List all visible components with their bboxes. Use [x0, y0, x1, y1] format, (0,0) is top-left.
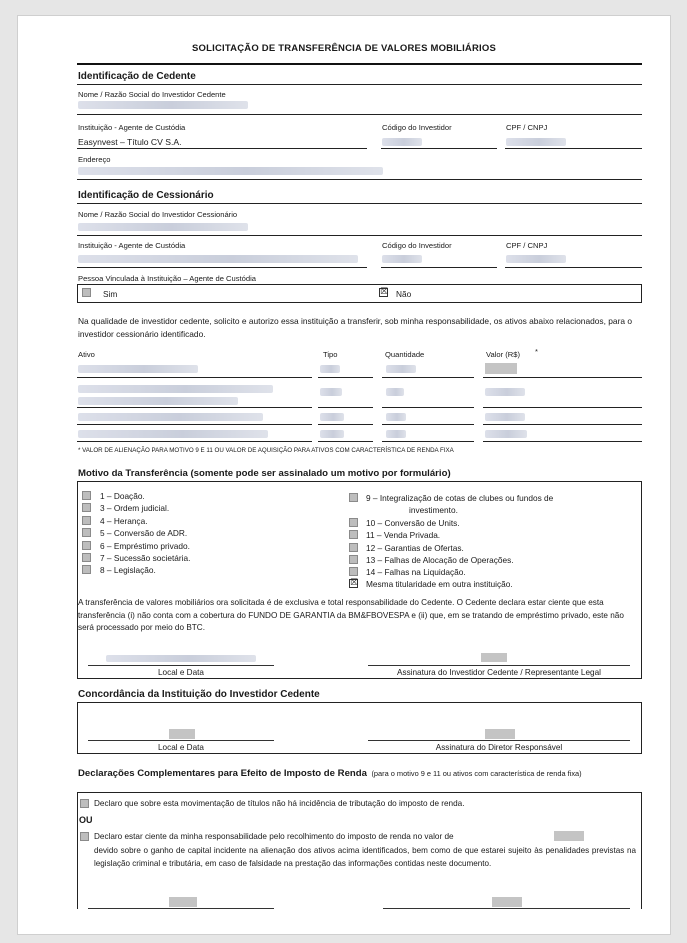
tax-amount-redacted	[554, 831, 584, 841]
document-title: SOLICITAÇÃO DE TRANSFERÊNCIA DE VALORES MOBILIÁRIOS	[191, 43, 496, 54]
motivo-checkbox[interactable]	[82, 541, 91, 550]
linked-person-label: Pessoa Vinculada à Instituição – Agente de Custódia	[78, 274, 257, 283]
divider	[483, 377, 642, 378]
type-row-redacted	[320, 388, 342, 396]
linked-box-bottom	[77, 302, 642, 303]
motivo-checkbox[interactable]	[349, 530, 358, 539]
cedente-custody-value: Easynvest – Título CV S.A.	[78, 137, 182, 147]
motivo-checked-label: Mesma titularidade em outra instituição.	[366, 579, 513, 590]
document-page	[17, 15, 671, 935]
concordancia-date-line	[88, 740, 274, 741]
cedente-name-label: Nome / Razão Social do Investidor Cedente	[78, 90, 226, 99]
declaracoes-box-top	[77, 792, 642, 793]
qty-row-redacted	[386, 388, 404, 396]
cessionario-custody-redacted	[78, 255, 358, 263]
linked-box-left	[77, 284, 78, 303]
motivo-checkbox[interactable]	[349, 518, 358, 527]
motivo-checkbox[interactable]	[82, 565, 91, 574]
divider	[77, 424, 312, 425]
divider	[77, 63, 642, 65]
divider	[77, 377, 312, 378]
cedente-address-label: Endereço	[78, 155, 111, 164]
cedente-heading: Identificação de Cedente	[78, 71, 196, 82]
linked-no-checkbox[interactable]: ☒	[380, 287, 389, 297]
divider	[483, 441, 642, 442]
type-row-redacted	[320, 413, 344, 421]
divider	[318, 377, 373, 378]
or-label: OU	[79, 815, 93, 825]
motivo-box-top	[77, 481, 642, 482]
divider	[483, 424, 642, 425]
linked-no-label: Não	[396, 289, 412, 299]
divider	[382, 377, 474, 378]
divider	[382, 424, 474, 425]
divider	[77, 84, 642, 85]
declaracao-2-text: devido sobre o ganho de capital incidente na alienação dos ativos acima identificados, bem como de que estarei sujeito às penalidades previstas na legislação criminal e tributária, em caso de falsidade na prestação das informações contidas neste documento.	[94, 846, 636, 868]
cedente-address-redacted	[78, 167, 383, 175]
declaracoes-box-left	[77, 792, 78, 909]
concordancia-heading: Concordância da Instituição do Investidor Cedente	[78, 689, 320, 700]
motivo-checkbox[interactable]	[82, 553, 91, 562]
value-row-redacted	[485, 363, 517, 374]
type-row-redacted	[320, 430, 344, 438]
linked-yes-checkbox[interactable]	[82, 288, 91, 297]
asset-row-redacted	[78, 385, 273, 393]
cessionario-investor-code-label: Código do Investidor	[382, 241, 452, 250]
qty-row-redacted	[386, 430, 406, 438]
motivo-option-label: 7 – Sucessão societária.	[100, 552, 191, 563]
value-row-redacted	[485, 388, 525, 396]
asset-row-redacted	[78, 413, 263, 421]
divider	[77, 235, 642, 236]
concordancia-box-left	[77, 702, 78, 753]
declaracoes-heading: Declarações Complementares para Efeito de Imposto de Renda	[78, 768, 367, 779]
motivo-box-bottom	[77, 678, 642, 679]
motivo-checkbox[interactable]	[82, 516, 91, 525]
cessionario-name-label: Nome / Razão Social do Investidor Cessionário	[78, 210, 238, 219]
cessionario-cpf-redacted	[506, 255, 566, 263]
divider	[381, 148, 497, 149]
divider	[77, 441, 312, 442]
declaracoes-signature-redacted	[492, 897, 522, 907]
divider	[77, 114, 642, 115]
place-date-line	[88, 665, 274, 666]
cedente-custody-label: Instituição - Agente de Custódia	[78, 123, 186, 132]
assets-footnote: * VALOR DE ALIENAÇÃO PARA MOTIVO 9 E 11 OU VALOR DE AQUISIÇÃO PARA ATIVOS COM CARACTERÍSTICA DE RENDA FIXA	[78, 447, 454, 454]
declaracoes-signature-line	[383, 908, 630, 909]
divider	[77, 267, 367, 268]
type-row-redacted	[320, 365, 340, 373]
signature-redacted	[481, 653, 507, 662]
cedente-cpf-redacted	[506, 138, 566, 146]
divider	[77, 203, 642, 204]
signature-line	[368, 665, 630, 666]
signature-label: Assinatura do Investidor Cedente / Representante Legal	[397, 668, 601, 677]
motivo-box-right	[641, 481, 642, 678]
divider	[318, 407, 373, 408]
declaracoes-date-line	[88, 908, 274, 909]
declaracao-2-checkbox[interactable]	[80, 832, 89, 841]
asset-row-redacted	[78, 430, 268, 438]
cessionario-cpf-label: CPF / CNPJ	[506, 241, 548, 250]
declaracao-2-label: Declaro estar ciente da minha responsabilidade pelo recolhimento do imposto de renda no valor de	[94, 832, 454, 841]
motivo-checkbox[interactable]	[82, 503, 91, 512]
motivo-option-label: 11 – Venda Privada.	[366, 530, 441, 541]
motivo-checkbox[interactable]	[349, 567, 358, 576]
motivo-option-9-label: 9 – Integralização de cotas de clubes ou fundos de	[366, 493, 554, 503]
transfer-disclaimer: A transferência de valores mobiliários ora solicitada é de exclusiva e total responsabilidade do Cedente. O Cedente declara estar ciente que esta transferência (i) não conta com a cobertura do FUNDO DE GARANTIA da BM&FBOVESPA e (ii) que, em se tratando de empréstimo privado, este não será processado por meio do BTC.	[78, 598, 624, 632]
motivo-option-label: 1 – Doação.	[100, 491, 145, 501]
asset-row-redacted	[78, 365, 198, 373]
cedente-investor-code-redacted	[382, 138, 422, 146]
value-col-header: Valor (R$)	[486, 350, 521, 359]
motivo-option-label: 13 – Falhas de Alocação de Operações.	[366, 554, 514, 565]
divider	[318, 424, 373, 425]
motivo-option-label: 4 – Herança.	[100, 515, 148, 526]
motivo-option-label: 8 – Legislação.	[100, 565, 156, 576]
divider	[382, 407, 474, 408]
declaracoes-date-redacted	[169, 897, 197, 907]
motivo-option-label: 10 – Conversão de Units.	[366, 518, 460, 528]
motivo-checkbox[interactable]	[349, 493, 358, 502]
cessionario-name-redacted	[78, 223, 248, 231]
value-row-redacted	[485, 413, 525, 421]
concordancia-date-label: Local e Data	[158, 743, 204, 752]
cedente-cpf-label: CPF / CNPJ	[506, 123, 548, 132]
place-date-redacted	[106, 655, 256, 662]
declaracoes-note: (para o motivo 9 e 11 ou ativos com característica de renda fixa)	[371, 769, 582, 778]
concordancia-box-bottom	[77, 753, 642, 754]
motivo-option-label: 5 – Conversão de ADR.	[100, 528, 188, 539]
divider	[382, 441, 474, 442]
authorization-statement: Na qualidade de investidor cedente, solicito e autorizo essa instituição a transferir, sob minha responsabilidade, os ativos abaixo relacionados, para o investidor cessionário identificado.	[78, 316, 633, 339]
declaracao-1-label: Declaro que sobre esta movimentação de títulos não há incidência de tributação do imposto de renda.	[94, 799, 465, 808]
asset-col-header: Ativo	[78, 350, 95, 359]
motivo-checkbox[interactable]	[82, 491, 91, 500]
qty-row-redacted	[386, 365, 416, 373]
motivo-box-left	[77, 481, 78, 678]
divider	[505, 267, 642, 268]
declaracoes-box-right	[641, 792, 642, 909]
divider	[77, 179, 642, 180]
motivo-option-label: 14 – Falhas na Liquidação.	[366, 567, 466, 578]
motivo-checked-checkbox[interactable]: ☒	[350, 578, 359, 589]
divider	[483, 407, 642, 408]
motivo-option-9-label-cont: investimento.	[409, 505, 458, 515]
declaracao-1-checkbox[interactable]	[80, 799, 89, 808]
qty-row-redacted	[386, 413, 406, 421]
concordancia-box-right	[641, 702, 642, 753]
value-asterisk: *	[535, 347, 538, 356]
divider	[318, 441, 373, 442]
divider	[77, 407, 312, 408]
cessionario-investor-code-redacted	[382, 255, 422, 263]
cessionario-custody-label: Instituição - Agente de Custódia	[78, 241, 186, 250]
motivo-checkbox[interactable]	[349, 543, 358, 552]
divider	[381, 267, 497, 268]
concordancia-box-top	[77, 702, 642, 703]
motivo-heading: Motivo da Transferência (somente pode ser assinalado um motivo por formulário)	[78, 468, 451, 479]
concordancia-signature-redacted	[485, 729, 515, 739]
linked-box-top	[77, 284, 642, 285]
cedente-investor-code-label: Código do Investidor	[382, 123, 452, 132]
cessionario-heading: Identificação de Cessionário	[78, 190, 214, 201]
type-col-header: Tipo	[323, 350, 338, 359]
linked-yes-label: Sim	[103, 289, 118, 299]
concordancia-date-redacted	[169, 729, 195, 739]
concordancia-signature-label: Assinatura do Diretor Responsável	[435, 743, 563, 752]
linked-box-right	[641, 284, 642, 303]
cedente-name-value-redacted	[78, 101, 248, 109]
quantity-col-header: Quantidade	[385, 350, 425, 359]
motivo-checkbox[interactable]	[82, 528, 91, 537]
asset-row-redacted	[78, 397, 238, 405]
motivo-option-label: 12 – Garantias de Ofertas.	[366, 542, 464, 553]
concordancia-signature-line	[368, 740, 630, 741]
motivo-checkbox[interactable]	[349, 555, 358, 564]
motivo-option-label: 6 – Empréstimo privado.	[100, 540, 190, 551]
divider	[77, 148, 367, 149]
declaracoes-header	[78, 766, 638, 780]
value-row-redacted	[485, 430, 527, 438]
place-date-label: Local e Data	[158, 668, 204, 677]
divider	[505, 148, 642, 149]
motivo-option-label: 3 – Ordem judicial.	[100, 503, 170, 514]
